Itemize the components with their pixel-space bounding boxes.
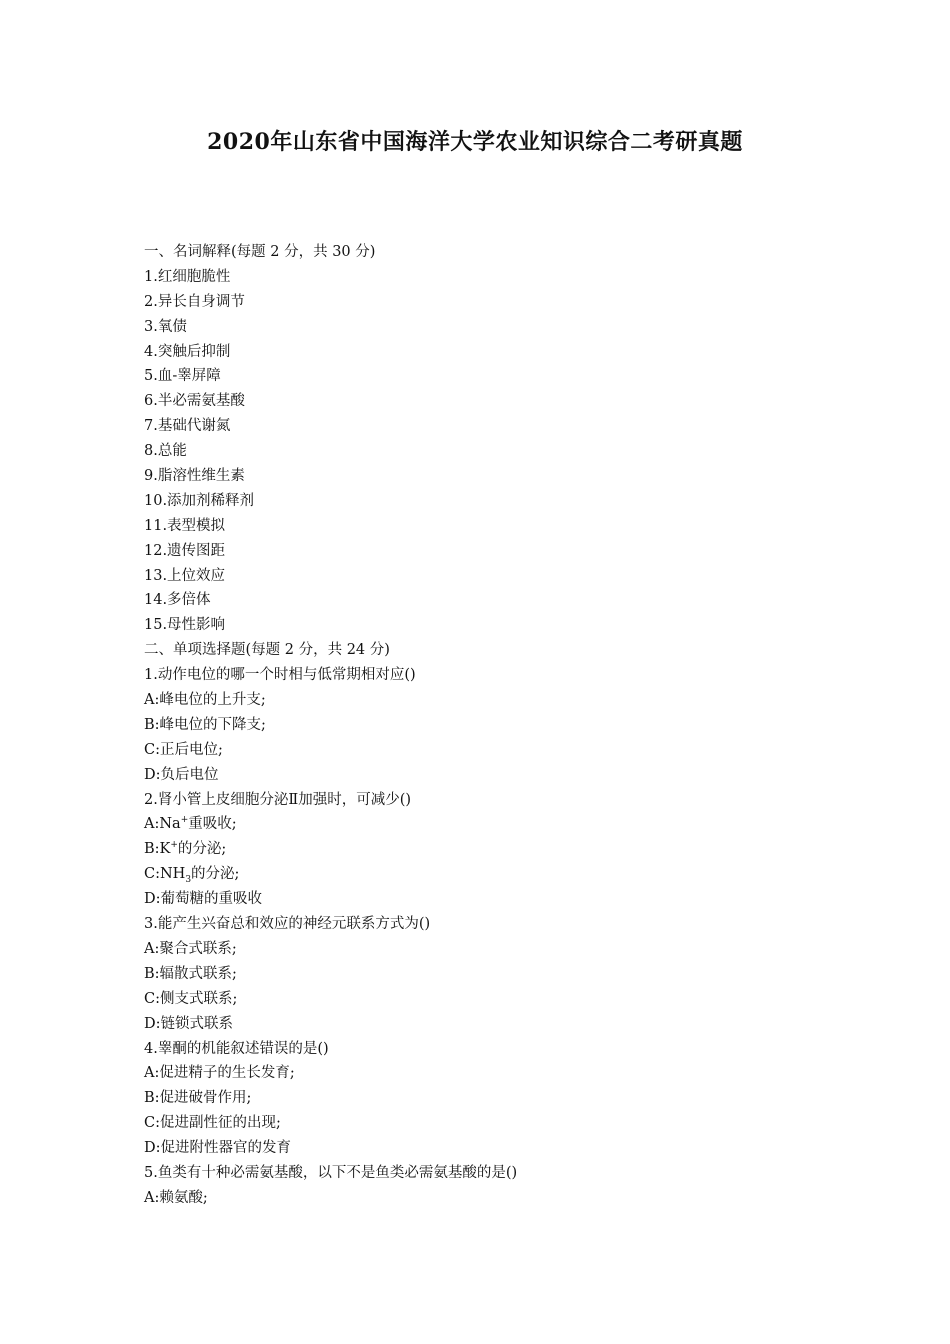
option-d: D:促进附性器官的发育 bbox=[144, 1140, 292, 1157]
option-c: C:正后电位; bbox=[144, 741, 223, 758]
page-title: 2020年山东省中国海洋大学农业知识综合二考研真题 bbox=[207, 129, 743, 155]
term-item: 6.半必需氨基酸 bbox=[144, 393, 245, 410]
term-item: 14.多倍体 bbox=[144, 592, 211, 609]
term-item: 1.红细胞脆性 bbox=[144, 268, 231, 285]
option-a: A:峰电位的上升支; bbox=[144, 692, 266, 709]
option-text: 重吸收; bbox=[188, 816, 237, 833]
option-a: A:聚合式联系; bbox=[144, 940, 237, 957]
option-c bbox=[144, 862, 824, 887]
question-stem: 2.肾小管上皮细胞分泌Ⅱ加强时，可减少() bbox=[144, 791, 412, 808]
term-item: 5.血-睾屏障 bbox=[144, 368, 221, 385]
option-d: D:负后电位 bbox=[144, 766, 219, 783]
option-c: C:促进副性征的出现; bbox=[144, 1115, 281, 1132]
option-text: C:NH bbox=[144, 866, 186, 883]
section-heading: 一、名词解释(每题 2 分，共 30 分) bbox=[144, 244, 376, 260]
term-item: 3.氧债 bbox=[144, 318, 187, 335]
subscript: 3 bbox=[185, 875, 192, 886]
option-d: D:链锁式联系 bbox=[144, 1015, 234, 1032]
term-item: 2.异长自身调节 bbox=[144, 293, 245, 310]
term-item: 15.母性影响 bbox=[144, 617, 226, 634]
question-stem: 1.动作电位的哪一个时相与低常期相对应() bbox=[144, 667, 416, 684]
question-stem: 4.睾酮的机能叙述错误的是() bbox=[144, 1040, 329, 1057]
option-b: B:促进破骨作用; bbox=[144, 1090, 252, 1107]
term-item: 13.上位效应 bbox=[144, 567, 226, 584]
option-text: A:Na bbox=[144, 816, 181, 833]
option-a bbox=[144, 812, 824, 837]
superscript: + bbox=[180, 815, 189, 826]
option-c: C:侧支式联系; bbox=[144, 990, 238, 1007]
option-b: B:辐散式联系; bbox=[144, 965, 237, 982]
superscript: + bbox=[170, 840, 178, 851]
option-a: A:促进精子的生长发育; bbox=[144, 1065, 295, 1082]
term-item: 11.表型模拟 bbox=[144, 517, 226, 534]
term-item: 7.基础代谢氮 bbox=[144, 418, 231, 435]
option-text: B:K bbox=[144, 841, 171, 858]
option-b: B:峰电位的下降支; bbox=[144, 716, 266, 733]
document-body bbox=[144, 240, 824, 1211]
question-stem: 3.能产生兴奋总和效应的神经元联系方式为() bbox=[144, 916, 431, 933]
question-stem: 5.鱼类有十种必需氨基酸，以下不是鱼类必需氨基酸的是() bbox=[144, 1164, 518, 1181]
option-b bbox=[144, 837, 824, 862]
term-item: 4.突触后抑制 bbox=[144, 343, 231, 360]
option-text: 的分泌; bbox=[191, 866, 240, 883]
term-item: 8.总能 bbox=[144, 443, 187, 460]
option-d: D:葡萄糖的重吸收 bbox=[144, 891, 263, 908]
option-a: A:赖氨酸; bbox=[144, 1189, 208, 1206]
term-item: 9.脂溶性维生素 bbox=[144, 468, 245, 485]
option-text: 的分泌; bbox=[177, 841, 227, 858]
term-item: 12.遗传图距 bbox=[144, 542, 226, 559]
section-heading: 二、单项选择题(每题 2 分，共 24 分) bbox=[144, 642, 390, 659]
term-item: 10.添加剂稀释剂 bbox=[144, 492, 255, 509]
